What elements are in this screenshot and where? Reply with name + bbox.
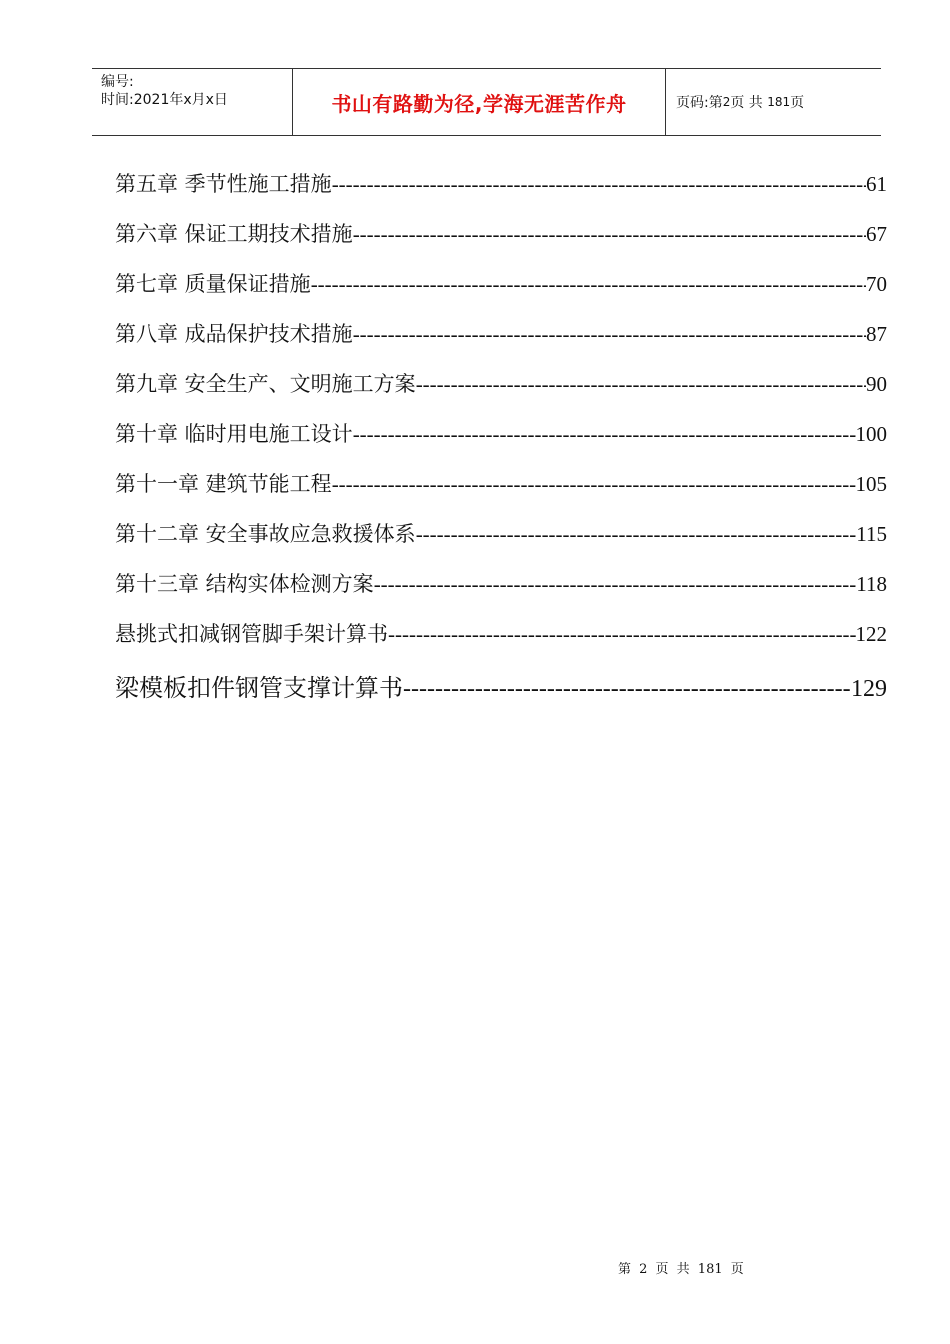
page-footer: 第 2 页 共 181 页: [618, 1262, 744, 1277]
toc-entry[interactable]: [115, 468, 887, 518]
document-number-label: 编号:: [101, 74, 134, 90]
toc-entry[interactable]: [115, 368, 887, 418]
toc-leader: [388, 622, 856, 647]
toc-entry-page: 100: [855, 422, 887, 446]
toc-entry[interactable]: [115, 568, 887, 618]
toc-entry-page: 129: [851, 676, 887, 702]
toc-entry-page: 115: [856, 522, 887, 546]
toc-leader: [416, 372, 866, 397]
toc-entry-page: 87: [866, 322, 887, 346]
header-page-info: [666, 69, 881, 135]
toc-entry[interactable]: [115, 268, 887, 318]
toc-entry-page: 105: [855, 472, 887, 496]
toc-leader: [332, 172, 866, 197]
toc-entry-title: 第十二章 安全事故应急救援体系: [115, 522, 416, 546]
toc-leader: [416, 522, 857, 547]
toc-entry-title: 悬挑式扣减钢管脚手架计算书: [115, 622, 388, 646]
toc-leader: [353, 222, 866, 247]
toc-leader: [353, 322, 866, 347]
toc-leader: [374, 572, 857, 597]
page-number: 2: [722, 95, 731, 109]
toc-leader: [311, 272, 866, 297]
toc-entry-page: 122: [855, 622, 887, 646]
toc-leader: [353, 422, 856, 447]
toc-entry-title: 第十三章 结构实体检测方案: [115, 572, 374, 596]
toc-entry-page: 90: [866, 372, 887, 396]
toc-entry-title: 第九章 安全生产、文明施工方案: [115, 372, 416, 396]
toc-entry[interactable]: [115, 168, 887, 218]
toc-entry[interactable]: [115, 418, 887, 468]
toc-entry-title: 第八章 成品保护技术措施: [115, 322, 353, 346]
toc-entry[interactable]: [115, 318, 887, 368]
toc-entry-title: 第十章 临时用电施工设计: [115, 422, 353, 446]
page-prefix: 页码:第: [676, 95, 723, 111]
toc-leader: [403, 676, 851, 703]
toc-entry-page: 70: [866, 272, 887, 296]
page-suffix: 页: [790, 95, 805, 111]
toc-entry[interactable]: [115, 668, 887, 718]
page-header: [92, 68, 881, 136]
toc-entry-title: 第七章 质量保证措施: [115, 272, 311, 296]
toc-entry[interactable]: [115, 518, 887, 568]
toc-entry-title: 梁模板扣件钢管支撑计算书: [115, 674, 403, 702]
table-of-contents: [115, 168, 887, 718]
page-mid: 页 共: [730, 95, 763, 111]
header-slogan: 书山有路勤为径,学海无涯苦作舟: [293, 69, 666, 135]
toc-entry[interactable]: [115, 218, 887, 268]
toc-entry-title: 第十一章 建筑节能工程: [115, 472, 332, 496]
page-total: 181: [767, 95, 791, 109]
header-meta: [92, 69, 293, 135]
toc-leader: [332, 472, 856, 497]
toc-entry-title: 第五章 季节性施工措施: [115, 172, 332, 196]
toc-entry-title: 第六章 保证工期技术措施: [115, 222, 353, 246]
toc-entry-page: 61: [866, 172, 887, 196]
toc-entry-page: 67: [866, 222, 887, 246]
toc-entry-page: 118: [856, 572, 887, 596]
toc-entry[interactable]: [115, 618, 887, 668]
document-time-label: 时间:2021年x月x日: [101, 92, 228, 108]
